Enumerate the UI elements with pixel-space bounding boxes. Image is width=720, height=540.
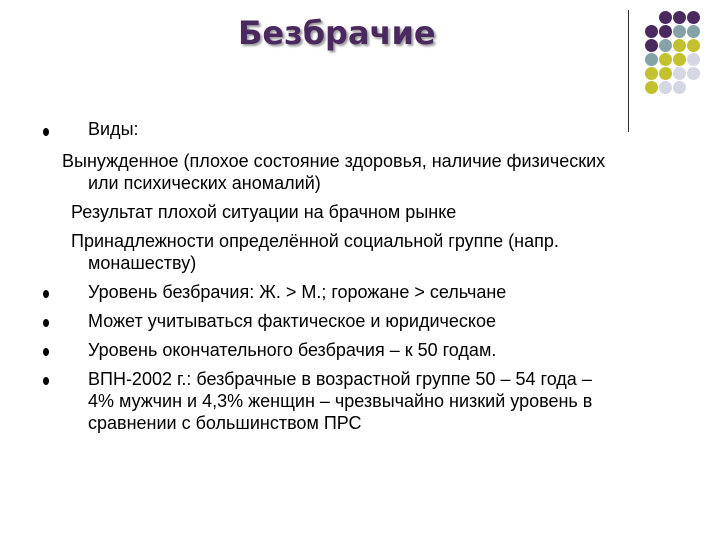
decorative-dot	[673, 67, 686, 80]
decorative-dot	[687, 67, 700, 80]
sub-item-line: Вынужденное (плохое состояние здоровья, наличие физических	[62, 151, 606, 171]
decorative-dot	[645, 39, 658, 52]
list-item: Может учитываться фактическое и юридическое	[88, 311, 497, 331]
sub-item-line: Результат плохой ситуации на брачном рынке	[71, 202, 457, 222]
slide-title: Безбрачие	[238, 14, 436, 52]
sub-item-line: или психических аномалий)	[88, 173, 321, 193]
list-item: Уровень безбрачия: Ж. > М.; горожане > сельчане	[88, 282, 507, 302]
decorative-dot	[673, 81, 686, 94]
list-item-continuation: сравнении с большинством ПРС	[88, 413, 362, 433]
decorative-dot	[673, 11, 686, 24]
list-item: Уровень окончательного безбрачия – к 50 годам.	[88, 340, 497, 360]
bullet-icon	[43, 377, 49, 385]
sub-item-line: Принадлежности определённой социальной группе (напр.	[71, 231, 559, 251]
decorative-dot	[659, 81, 672, 94]
sub-item-line: монашеству)	[88, 253, 197, 273]
decorative-dot	[687, 39, 700, 52]
decorative-dot	[659, 11, 672, 24]
decorative-dot	[645, 67, 658, 80]
list-item: ВПН-2002 г.: безбрачные в возрастной группе 50 – 54 года –	[88, 369, 592, 389]
list-item-label: Виды:	[88, 119, 139, 139]
decorative-dot	[659, 25, 672, 38]
decorative-dot	[687, 53, 700, 66]
decorative-dot	[687, 11, 700, 24]
decorative-dot	[645, 81, 658, 94]
bullet-icon	[43, 319, 49, 327]
decorative-dot	[673, 39, 686, 52]
decorative-dot	[673, 53, 686, 66]
divider-line	[628, 10, 629, 132]
bullet-icon	[43, 348, 49, 356]
decorative-dot	[659, 39, 672, 52]
list-item-continuation: 4% мужчин и 4,3% женщин – чрезвычайно низкий уровень в	[88, 391, 593, 411]
decorative-dot	[645, 53, 658, 66]
decorative-dot	[673, 25, 686, 38]
bullet-icon	[43, 290, 49, 298]
decorative-dot	[659, 53, 672, 66]
decorative-dot	[645, 25, 658, 38]
decorative-dot	[659, 67, 672, 80]
decorative-dot	[687, 25, 700, 38]
bullet-icon	[43, 128, 49, 136]
